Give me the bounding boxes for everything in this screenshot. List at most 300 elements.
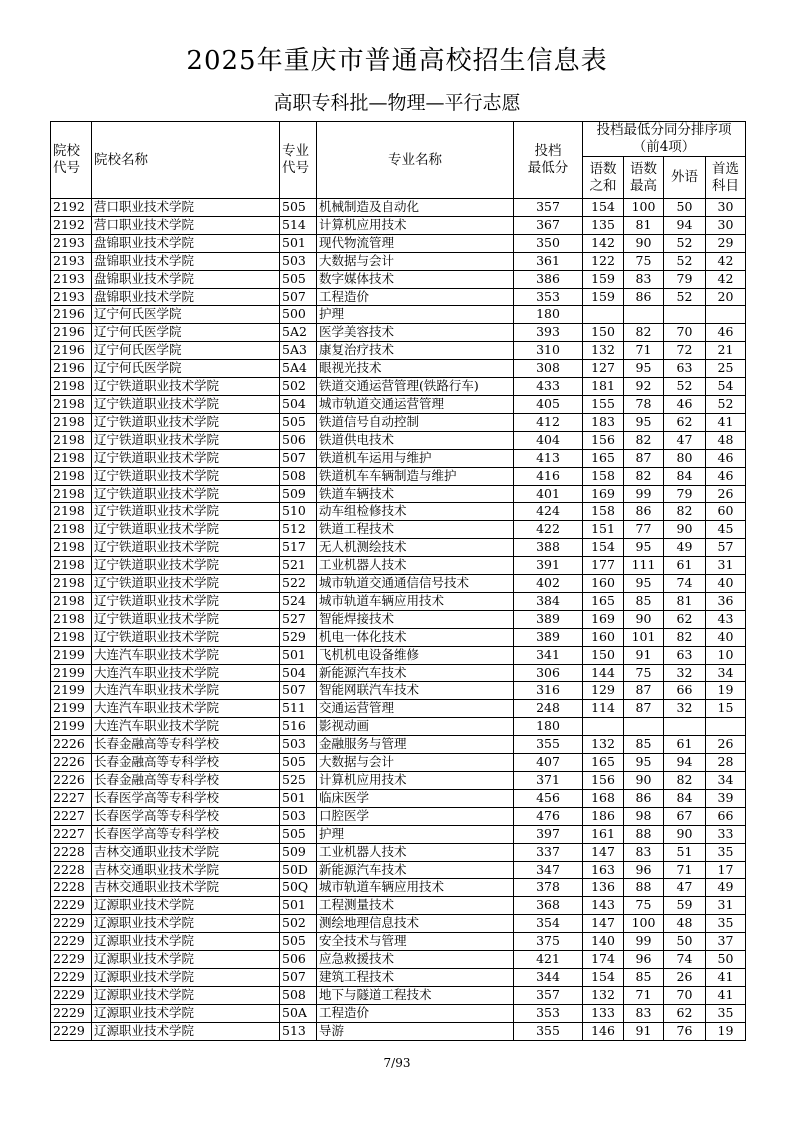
cell-chinese-math-sum: 159	[583, 270, 624, 288]
cell-min-score: 422	[514, 521, 583, 539]
cell-foreign-language: 82	[664, 628, 706, 646]
cell-chinese-math-sum: 133	[583, 1004, 624, 1022]
table-row	[51, 449, 746, 467]
table-row	[51, 628, 746, 646]
col-min-score-header: 投档 最低分	[514, 122, 583, 199]
cell-major-name: 无人机测绘技术	[317, 539, 514, 557]
cell-school-code: 2198	[51, 378, 92, 396]
cell-school-code: 2192	[51, 216, 92, 234]
table-row	[51, 843, 746, 861]
col-tiebreak-group-header: 投档最低分同分排序项 （前4项）	[583, 122, 746, 157]
cell-major-code: 509	[280, 843, 317, 861]
table-row	[51, 736, 746, 754]
cell-first-choice: 30	[706, 216, 746, 234]
cell-major-name: 智能网联汽车技术	[317, 682, 514, 700]
cell-major-name: 铁道车辆技术	[317, 485, 514, 503]
admission-table	[50, 121, 746, 1041]
cell-major-code: 507	[280, 449, 317, 467]
cell-school-name: 辽宁铁道职业技术学院	[92, 378, 280, 396]
cell-chinese-math-max: 90	[624, 610, 664, 628]
cell-school-code: 2227	[51, 807, 92, 825]
cell-chinese-math-sum: 154	[583, 199, 624, 217]
table-row	[51, 467, 746, 485]
cell-foreign-language: 51	[664, 843, 706, 861]
cell-school-code: 2229	[51, 915, 92, 933]
cell-min-score: 388	[514, 539, 583, 557]
cell-school-code: 2227	[51, 825, 92, 843]
cell-first-choice: 19	[706, 1022, 746, 1040]
cell-foreign-language: 71	[664, 861, 706, 879]
cell-major-name: 地下与隧道工程技术	[317, 986, 514, 1004]
cell-min-score: 421	[514, 951, 583, 969]
cell-chinese-math-sum: 165	[583, 592, 624, 610]
col-major-name-header: 专业名称	[317, 122, 514, 199]
cell-school-code: 2229	[51, 1004, 92, 1022]
cell-chinese-math-sum: 165	[583, 449, 624, 467]
cell-min-score: 389	[514, 628, 583, 646]
cell-foreign-language: 80	[664, 449, 706, 467]
cell-major-name: 现代物流管理	[317, 234, 514, 252]
cell-major-name: 金融服务与管理	[317, 736, 514, 754]
cell-chinese-math-max: 82	[624, 324, 664, 342]
cell-major-name: 应急救援技术	[317, 951, 514, 969]
cell-school-name: 辽宁铁道职业技术学院	[92, 575, 280, 593]
cell-major-code: 504	[280, 664, 317, 682]
cell-major-code: 507	[280, 682, 317, 700]
cell-foreign-language: 90	[664, 521, 706, 539]
cell-school-code: 2226	[51, 754, 92, 772]
cell-school-code: 2229	[51, 986, 92, 1004]
cell-chinese-math-sum: 181	[583, 378, 624, 396]
cell-school-name: 长春医学高等专科学校	[92, 807, 280, 825]
cell-school-code: 2229	[51, 968, 92, 986]
cell-chinese-math-max: 78	[624, 395, 664, 413]
cell-major-name: 影视动画	[317, 718, 514, 736]
cell-school-name: 辽源职业技术学院	[92, 1022, 280, 1040]
cell-school-name: 长春医学高等专科学校	[92, 825, 280, 843]
cell-school-code: 2229	[51, 933, 92, 951]
cell-major-name: 康复治疗技术	[317, 342, 514, 360]
cell-school-code: 2227	[51, 789, 92, 807]
table-row	[51, 700, 746, 718]
cell-min-score: 354	[514, 915, 583, 933]
cell-chinese-math-max: 95	[624, 413, 664, 431]
cell-school-name: 盘锦职业技术学院	[92, 288, 280, 306]
table-row	[51, 431, 746, 449]
table-row	[51, 288, 746, 306]
cell-foreign-language: 94	[664, 216, 706, 234]
cell-school-name: 吉林交通职业技术学院	[92, 879, 280, 897]
cell-first-choice: 10	[706, 646, 746, 664]
table-row	[51, 306, 746, 324]
cell-min-score: 347	[514, 861, 583, 879]
cell-min-score: 353	[514, 1004, 583, 1022]
cell-school-code: 2198	[51, 610, 92, 628]
table-row	[51, 360, 746, 378]
cell-major-name: 工程测量技术	[317, 897, 514, 915]
cell-chinese-math-max: 75	[624, 664, 664, 682]
cell-chinese-math-sum: 154	[583, 968, 624, 986]
col-foreign-language-header: 外语	[664, 157, 706, 199]
cell-major-name: 城市轨道车辆应用技术	[317, 879, 514, 897]
cell-foreign-language: 62	[664, 413, 706, 431]
cell-school-name: 辽源职业技术学院	[92, 915, 280, 933]
cell-first-choice: 39	[706, 789, 746, 807]
cell-min-score: 344	[514, 968, 583, 986]
cell-school-code: 2198	[51, 575, 92, 593]
cell-major-name: 铁道信号自动控制	[317, 413, 514, 431]
cell-school-code: 2198	[51, 395, 92, 413]
cell-chinese-math-max: 111	[624, 557, 664, 575]
cell-first-choice: 46	[706, 467, 746, 485]
table-row	[51, 413, 746, 431]
cell-foreign-language: 70	[664, 324, 706, 342]
table-row	[51, 342, 746, 360]
cell-major-code: 501	[280, 897, 317, 915]
cell-first-choice: 49	[706, 879, 746, 897]
table-header	[51, 122, 746, 199]
cell-min-score: 413	[514, 449, 583, 467]
cell-chinese-math-max: 71	[624, 986, 664, 1004]
cell-school-code: 2192	[51, 199, 92, 217]
cell-foreign-language: 32	[664, 700, 706, 718]
cell-foreign-language: 62	[664, 610, 706, 628]
cell-school-name: 长春金融高等专科学校	[92, 736, 280, 754]
cell-major-name: 飞机机电设备维修	[317, 646, 514, 664]
cell-chinese-math-sum: 158	[583, 503, 624, 521]
cell-first-choice: 40	[706, 575, 746, 593]
cell-school-name: 大连汽车职业技术学院	[92, 718, 280, 736]
cell-first-choice: 41	[706, 413, 746, 431]
table-row	[51, 986, 746, 1004]
cell-chinese-math-max: 90	[624, 772, 664, 790]
cell-school-name: 辽源职业技术学院	[92, 1004, 280, 1022]
cell-chinese-math-sum: 177	[583, 557, 624, 575]
cell-school-code: 2196	[51, 306, 92, 324]
cell-major-code: 503	[280, 736, 317, 754]
col-chinese-math-sum-header: 语数 之和	[583, 157, 624, 199]
cell-major-name: 工业机器人技术	[317, 557, 514, 575]
cell-school-name: 辽宁铁道职业技术学院	[92, 503, 280, 521]
cell-chinese-math-max: 86	[624, 503, 664, 521]
cell-major-code: 522	[280, 575, 317, 593]
cell-first-choice: 35	[706, 1004, 746, 1022]
cell-chinese-math-max: 85	[624, 736, 664, 754]
cell-school-name: 长春金融高等专科学校	[92, 754, 280, 772]
cell-chinese-math-sum: 159	[583, 288, 624, 306]
cell-chinese-math-max	[624, 718, 664, 736]
cell-chinese-math-max: 98	[624, 807, 664, 825]
cell-first-choice: 50	[706, 951, 746, 969]
col-school-code-header: 院校 代号	[51, 122, 92, 199]
cell-major-name: 智能焊接技术	[317, 610, 514, 628]
cell-major-name: 工程造价	[317, 1004, 514, 1022]
cell-school-code: 2196	[51, 324, 92, 342]
cell-chinese-math-sum: 163	[583, 861, 624, 879]
cell-min-score: 391	[514, 557, 583, 575]
cell-major-code: 5A2	[280, 324, 317, 342]
cell-min-score: 405	[514, 395, 583, 413]
cell-major-code: 507	[280, 968, 317, 986]
cell-chinese-math-max	[624, 306, 664, 324]
cell-min-score: 378	[514, 879, 583, 897]
cell-min-score: 316	[514, 682, 583, 700]
cell-chinese-math-sum: 129	[583, 682, 624, 700]
cell-foreign-language: 81	[664, 592, 706, 610]
cell-min-score: 371	[514, 772, 583, 790]
page-number: 7/93	[383, 1056, 411, 1070]
table-row	[51, 395, 746, 413]
cell-first-choice: 31	[706, 557, 746, 575]
cell-min-score: 407	[514, 754, 583, 772]
cell-major-name: 临床医学	[317, 789, 514, 807]
cell-chinese-math-sum: 168	[583, 789, 624, 807]
cell-chinese-math-sum: 155	[583, 395, 624, 413]
cell-chinese-math-max: 83	[624, 270, 664, 288]
cell-chinese-math-max: 101	[624, 628, 664, 646]
cell-foreign-language: 59	[664, 897, 706, 915]
table-row	[51, 807, 746, 825]
table-row	[51, 789, 746, 807]
cell-major-name: 铁道机车车辆制造与维护	[317, 467, 514, 485]
cell-first-choice: 20	[706, 288, 746, 306]
cell-major-code: 505	[280, 933, 317, 951]
cell-major-code: 503	[280, 807, 317, 825]
cell-major-name: 计算机应用技术	[317, 772, 514, 790]
cell-major-code: 517	[280, 539, 317, 557]
cell-min-score: 416	[514, 467, 583, 485]
cell-school-code: 2198	[51, 521, 92, 539]
cell-min-score: 456	[514, 789, 583, 807]
cell-school-code: 2199	[51, 646, 92, 664]
cell-major-name: 铁道机车运用与维护	[317, 449, 514, 467]
cell-major-code: 513	[280, 1022, 317, 1040]
table-row	[51, 879, 746, 897]
cell-chinese-math-sum: 114	[583, 700, 624, 718]
cell-chinese-math-max: 82	[624, 467, 664, 485]
cell-first-choice: 40	[706, 628, 746, 646]
cell-min-score: 476	[514, 807, 583, 825]
cell-school-code: 2198	[51, 449, 92, 467]
cell-school-code: 2198	[51, 431, 92, 449]
cell-first-choice: 54	[706, 378, 746, 396]
cell-school-name: 辽源职业技术学院	[92, 933, 280, 951]
cell-chinese-math-max: 88	[624, 825, 664, 843]
cell-first-choice: 33	[706, 825, 746, 843]
cell-min-score: 337	[514, 843, 583, 861]
cell-school-code: 2228	[51, 879, 92, 897]
cell-foreign-language: 52	[664, 234, 706, 252]
cell-major-name: 机电一体化技术	[317, 628, 514, 646]
cell-foreign-language: 90	[664, 825, 706, 843]
table-row	[51, 772, 746, 790]
cell-chinese-math-max: 85	[624, 592, 664, 610]
cell-major-code: 514	[280, 216, 317, 234]
table-row	[51, 682, 746, 700]
cell-school-code: 2229	[51, 897, 92, 915]
cell-chinese-math-sum: 135	[583, 216, 624, 234]
cell-chinese-math-max: 87	[624, 700, 664, 718]
cell-chinese-math-sum: 136	[583, 879, 624, 897]
cell-chinese-math-sum: 150	[583, 646, 624, 664]
cell-school-name: 吉林交通职业技术学院	[92, 843, 280, 861]
cell-major-code: 521	[280, 557, 317, 575]
cell-major-code: 516	[280, 718, 317, 736]
cell-first-choice: 45	[706, 521, 746, 539]
cell-foreign-language: 50	[664, 199, 706, 217]
cell-major-name: 城市轨道车辆应用技术	[317, 592, 514, 610]
table-row	[51, 521, 746, 539]
cell-min-score: 350	[514, 234, 583, 252]
table-row	[51, 1022, 746, 1040]
cell-foreign-language: 52	[664, 252, 706, 270]
cell-first-choice: 46	[706, 449, 746, 467]
cell-school-name: 长春医学高等专科学校	[92, 789, 280, 807]
cell-major-name: 导游	[317, 1022, 514, 1040]
cell-chinese-math-sum: 122	[583, 252, 624, 270]
cell-min-score: 368	[514, 897, 583, 915]
cell-chinese-math-max: 90	[624, 234, 664, 252]
cell-chinese-math-max: 100	[624, 199, 664, 217]
cell-first-choice: 26	[706, 485, 746, 503]
cell-major-name: 工程造价	[317, 288, 514, 306]
cell-major-code: 510	[280, 503, 317, 521]
cell-foreign-language: 52	[664, 288, 706, 306]
cell-foreign-language: 70	[664, 986, 706, 1004]
cell-foreign-language: 61	[664, 736, 706, 754]
cell-foreign-language: 62	[664, 1004, 706, 1022]
cell-min-score: 424	[514, 503, 583, 521]
cell-first-choice: 42	[706, 270, 746, 288]
table-row	[51, 539, 746, 557]
cell-major-code: 501	[280, 646, 317, 664]
cell-foreign-language: 50	[664, 933, 706, 951]
cell-major-name: 口腔医学	[317, 807, 514, 825]
cell-major-code: 505	[280, 825, 317, 843]
table-row	[51, 270, 746, 288]
cell-chinese-math-sum: 158	[583, 467, 624, 485]
cell-school-code: 2193	[51, 288, 92, 306]
cell-school-code: 2198	[51, 467, 92, 485]
cell-first-choice	[706, 306, 746, 324]
col-chinese-math-max-header: 语数 最高	[624, 157, 664, 199]
cell-school-name: 吉林交通职业技术学院	[92, 861, 280, 879]
cell-foreign-language: 82	[664, 772, 706, 790]
cell-first-choice: 34	[706, 772, 746, 790]
cell-major-code: 505	[280, 199, 317, 217]
cell-chinese-math-sum: 147	[583, 843, 624, 861]
col-school-name-header: 院校名称	[92, 122, 280, 199]
table-row	[51, 503, 746, 521]
cell-chinese-math-sum: 150	[583, 324, 624, 342]
cell-school-name: 辽宁铁道职业技术学院	[92, 395, 280, 413]
cell-foreign-language: 49	[664, 539, 706, 557]
cell-foreign-language: 79	[664, 270, 706, 288]
cell-major-code: 506	[280, 431, 317, 449]
cell-major-name: 城市轨道交通运营管理	[317, 395, 514, 413]
cell-school-name: 辽宁铁道职业技术学院	[92, 628, 280, 646]
cell-major-code: 525	[280, 772, 317, 790]
cell-chinese-math-sum	[583, 718, 624, 736]
cell-major-name: 铁道工程技术	[317, 521, 514, 539]
cell-min-score: 341	[514, 646, 583, 664]
table-row	[51, 216, 746, 234]
cell-min-score: 361	[514, 252, 583, 270]
table-row	[51, 861, 746, 879]
cell-major-name: 测绘地理信息技术	[317, 915, 514, 933]
cell-first-choice: 31	[706, 897, 746, 915]
cell-chinese-math-sum: 147	[583, 915, 624, 933]
cell-major-name: 交通运营管理	[317, 700, 514, 718]
cell-major-code: 503	[280, 252, 317, 270]
cell-first-choice: 41	[706, 986, 746, 1004]
cell-foreign-language: 46	[664, 395, 706, 413]
cell-foreign-language: 76	[664, 1022, 706, 1040]
cell-chinese-math-sum	[583, 306, 624, 324]
cell-foreign-language: 61	[664, 557, 706, 575]
cell-first-choice: 41	[706, 968, 746, 986]
cell-chinese-math-max: 83	[624, 843, 664, 861]
cell-school-code: 2199	[51, 664, 92, 682]
cell-major-code: 529	[280, 628, 317, 646]
cell-major-code: 509	[280, 485, 317, 503]
cell-school-code: 2193	[51, 252, 92, 270]
cell-min-score: 389	[514, 610, 583, 628]
cell-min-score: 402	[514, 575, 583, 593]
cell-major-code: 505	[280, 754, 317, 772]
cell-foreign-language: 47	[664, 879, 706, 897]
col-first-choice-header: 首选 科目	[706, 157, 746, 199]
cell-major-code: 527	[280, 610, 317, 628]
cell-major-code: 502	[280, 915, 317, 933]
cell-major-code: 506	[280, 951, 317, 969]
cell-min-score: 367	[514, 216, 583, 234]
cell-chinese-math-sum: 160	[583, 575, 624, 593]
cell-school-name: 辽宁铁道职业技术学院	[92, 449, 280, 467]
cell-first-choice: 48	[706, 431, 746, 449]
cell-foreign-language: 79	[664, 485, 706, 503]
cell-major-code: 501	[280, 789, 317, 807]
cell-chinese-math-max: 82	[624, 431, 664, 449]
cell-major-code: 507	[280, 288, 317, 306]
cell-school-code: 2199	[51, 700, 92, 718]
cell-chinese-math-max: 95	[624, 539, 664, 557]
cell-chinese-math-sum: 140	[583, 933, 624, 951]
cell-chinese-math-max: 96	[624, 951, 664, 969]
cell-major-name: 工业机器人技术	[317, 843, 514, 861]
cell-first-choice: 19	[706, 682, 746, 700]
cell-school-code: 2198	[51, 539, 92, 557]
cell-min-score: 393	[514, 324, 583, 342]
cell-school-name: 营口职业技术学院	[92, 216, 280, 234]
table-row	[51, 951, 746, 969]
cell-school-code: 2196	[51, 342, 92, 360]
cell-chinese-math-max: 87	[624, 682, 664, 700]
cell-chinese-math-sum: 169	[583, 610, 624, 628]
cell-min-score: 248	[514, 700, 583, 718]
cell-major-name: 铁道交通运营管理(铁路行车)	[317, 378, 514, 396]
cell-first-choice: 60	[706, 503, 746, 521]
cell-major-code: 501	[280, 234, 317, 252]
cell-foreign-language	[664, 306, 706, 324]
cell-min-score: 310	[514, 342, 583, 360]
cell-major-code: 505	[280, 413, 317, 431]
cell-first-choice: 35	[706, 915, 746, 933]
cell-major-name: 城市轨道交通通信信号技术	[317, 575, 514, 593]
cell-min-score: 384	[514, 592, 583, 610]
table-row	[51, 252, 746, 270]
cell-school-name: 辽宁铁道职业技术学院	[92, 521, 280, 539]
